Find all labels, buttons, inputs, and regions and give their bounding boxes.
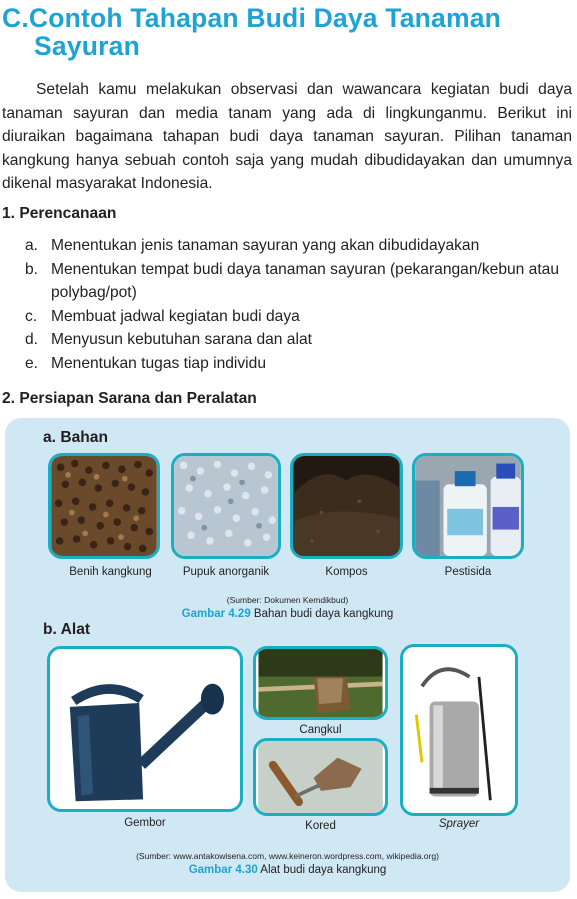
photo-kored <box>253 738 388 816</box>
caption-gembor: Gembor <box>124 817 166 829</box>
photo-kompos <box>290 453 403 559</box>
caption-pestisida: Pestisida <box>444 566 492 578</box>
bahan-figure-label: Gambar 4.29 <box>181 608 251 620</box>
list-text: Menentukan tempat budi daya tanaman sayuran (pekarangan/kebun atau polybag/pot) <box>51 260 560 301</box>
bahan-heading: a. Bahan <box>43 429 108 446</box>
alat-figure-label: Gambar 4.30 <box>188 864 258 876</box>
bahan-source: (Sumber: Dokumen Kemdikbud) <box>226 595 349 605</box>
section-title <box>2 4 572 60</box>
section-title-line1: C.Contoh Tahapan Budi Daya Tanaman <box>2 3 502 33</box>
photo-pestisida <box>412 453 524 559</box>
caption-kompos: Kompos <box>325 566 368 578</box>
list-item <box>25 258 575 305</box>
photo-pupuk-anorganik <box>171 453 281 559</box>
caption-benih-kangkung: Benih kangkung <box>69 566 152 578</box>
caption-pupuk-anorganik: Pupuk anorganik <box>182 566 270 578</box>
photo-sprayer <box>400 644 518 816</box>
caption-kored: Kored <box>305 820 336 832</box>
list-item <box>25 352 575 376</box>
photo-benih-kangkung <box>48 453 160 559</box>
list-text: Menentukan jenis tanaman sayuran yang akan dibudidayakan <box>51 237 480 254</box>
caption-sprayer: Sprayer <box>438 818 480 830</box>
section-title-line2: Sayuran <box>34 31 140 61</box>
photo-gembor <box>47 646 243 812</box>
alat-figure-caption <box>5 864 570 876</box>
bahan-figure-caption <box>5 608 570 620</box>
list-marker: a. <box>25 237 39 254</box>
caption-cangkul: Cangkul <box>299 724 342 736</box>
intro-paragraph: Setelah kamu melakukan observasi dan wawancara kegiatan budi daya tanaman sayuran dan media tanam yang ada di lingkunganmu. Berikut ini diuraikan bagaimana tahapan budi daya tanaman sayuran. Pilihan tanaman kangkung hanya sebuah contoh saja yang mudah dibudidayakan dan umumnya dikenal masyarakat Indonesia. <box>2 81 572 192</box>
list-marker: e. <box>25 354 39 372</box>
alat-figure-text: Alat budi daya kangkung <box>257 864 387 876</box>
photo-cangkul <box>253 646 388 720</box>
list-marker: b. <box>25 260 39 278</box>
list-text: Menentukan tugas tiap individu <box>51 354 266 372</box>
perencanaan-list <box>25 234 575 375</box>
heading-persiapan: 2. Persiapan Sarana dan Peralatan <box>2 390 257 407</box>
list-text: Menyusun kebutuhan sarana dan alat <box>51 331 312 348</box>
bahan-figure-text: Bahan budi daya kangkung <box>250 608 394 620</box>
list-item <box>25 234 575 258</box>
list-marker: d. <box>25 331 39 348</box>
figure-panel <box>5 418 570 892</box>
list-item <box>25 305 575 329</box>
heading-perencanaan: 1. Perencanaan <box>2 205 117 222</box>
alat-heading: b. Alat <box>43 621 91 638</box>
list-text: Membuat jadwal kegiatan budi daya <box>51 307 300 325</box>
alat-source: (Sumber: www.antakowisena.com, www.keineron.wordpress.com, wikipedia.org) <box>136 851 439 861</box>
list-marker: c. <box>25 307 38 325</box>
list-item <box>25 328 575 352</box>
